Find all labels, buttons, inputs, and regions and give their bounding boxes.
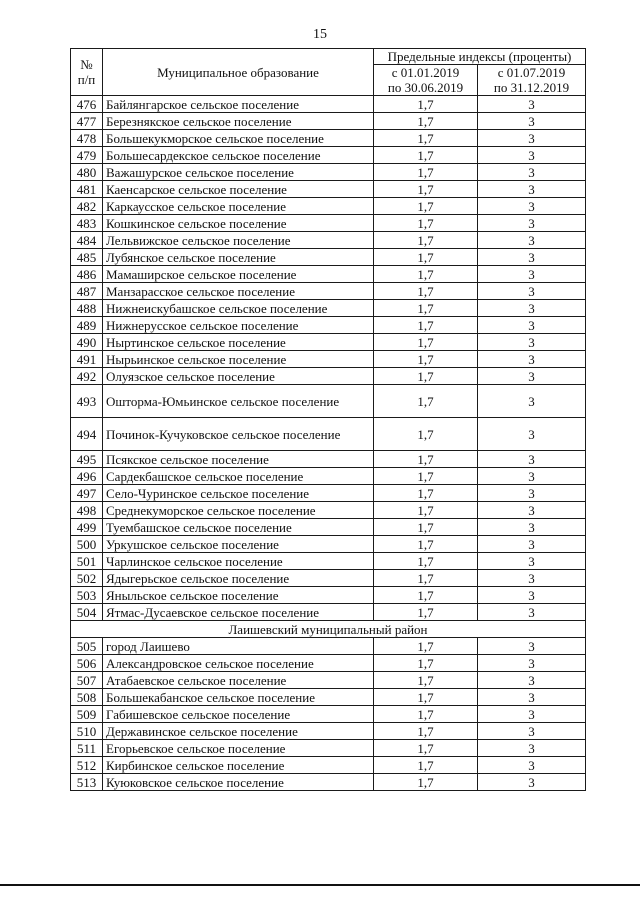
table-row [71, 385, 586, 418]
row-number: 508 [71, 689, 103, 706]
row-number: 486 [71, 266, 103, 283]
row-number: 511 [71, 740, 103, 757]
row-number: 477 [71, 113, 103, 130]
municipality-name: Олуязское сельское поселение [103, 368, 374, 385]
index-period-1: 1,7 [374, 689, 478, 706]
row-number: 507 [71, 672, 103, 689]
section-row [71, 621, 586, 638]
index-period-1: 1,7 [374, 368, 478, 385]
index-period-2: 3 [478, 536, 586, 553]
index-period-1: 1,7 [374, 536, 478, 553]
index-period-2: 3 [478, 418, 586, 451]
municipality-name: Село-Чуринское сельское поселение [103, 485, 374, 502]
index-period-1: 1,7 [374, 587, 478, 604]
municipality-name: Большесардекское сельское поселение [103, 147, 374, 164]
table-row [71, 266, 586, 283]
municipality-name: Кошкинское сельское поселение [103, 215, 374, 232]
index-period-1: 1,7 [374, 570, 478, 587]
municipality-name: Туембашское сельское поселение [103, 519, 374, 536]
table-row [71, 536, 586, 553]
table-row [71, 519, 586, 536]
index-period-1: 1,7 [374, 672, 478, 689]
municipality-name: Сардекбашское сельское поселение [103, 468, 374, 485]
index-period-2: 3 [478, 164, 586, 181]
row-number: 491 [71, 351, 103, 368]
municipality-name: Лельвижское сельское поселение [103, 232, 374, 249]
index-period-2: 3 [478, 638, 586, 655]
header-period-1-start: с 01.01.2019 [391, 65, 460, 80]
row-number: 492 [71, 368, 103, 385]
table-row [71, 113, 586, 130]
index-period-2: 3 [478, 147, 586, 164]
row-number: 488 [71, 300, 103, 317]
index-period-2: 3 [478, 385, 586, 418]
index-period-1: 1,7 [374, 215, 478, 232]
page-number: 15 [313, 27, 327, 42]
index-period-1: 1,7 [374, 706, 478, 723]
table-row [71, 485, 586, 502]
index-period-1: 1,7 [374, 334, 478, 351]
index-period-2: 3 [478, 368, 586, 385]
municipality-name: Габишевское сельское поселение [103, 706, 374, 723]
table-row [71, 368, 586, 385]
index-period-2: 3 [478, 351, 586, 368]
index-period-1: 1,7 [374, 164, 478, 181]
table-row [71, 317, 586, 334]
row-number: 498 [71, 502, 103, 519]
index-period-2: 3 [478, 113, 586, 130]
row-number: 504 [71, 604, 103, 621]
index-period-1: 1,7 [374, 485, 478, 502]
table-row [71, 130, 586, 147]
table-row [71, 740, 586, 757]
municipality-name: Лубянское сельское поселение [103, 249, 374, 266]
row-number: 501 [71, 553, 103, 570]
table-header [71, 49, 586, 96]
row-number: 510 [71, 723, 103, 740]
municipality-name: Ныртинское сельское поселение [103, 334, 374, 351]
row-number: 505 [71, 638, 103, 655]
table-row [71, 96, 586, 113]
index-period-1: 1,7 [374, 266, 478, 283]
row-number: 485 [71, 249, 103, 266]
table-row [71, 587, 586, 604]
municipality-name: Каркаусское сельское поселение [103, 198, 374, 215]
row-number: 483 [71, 215, 103, 232]
municipality-name: Кирбинское сельское поселение [103, 757, 374, 774]
index-period-2: 3 [478, 604, 586, 621]
row-number: 495 [71, 451, 103, 468]
header-period-2-end: по 31.12.2019 [493, 80, 570, 95]
row-number: 500 [71, 536, 103, 553]
header-period-2-start: с 01.07.2019 [497, 65, 566, 80]
index-period-2: 3 [478, 655, 586, 672]
table-row [71, 638, 586, 655]
index-period-1: 1,7 [374, 638, 478, 655]
table-row [71, 147, 586, 164]
table-row [71, 689, 586, 706]
municipality-name: Атабаевское сельское поселение [103, 672, 374, 689]
table-row [71, 553, 586, 570]
row-number: 509 [71, 706, 103, 723]
index-period-1: 1,7 [374, 232, 478, 249]
table-row [71, 300, 586, 317]
index-period-2: 3 [478, 553, 586, 570]
municipality-name: Манзарасское сельское поселение [103, 283, 374, 300]
row-number: 513 [71, 774, 103, 791]
index-period-1: 1,7 [374, 723, 478, 740]
index-period-1: 1,7 [374, 181, 478, 198]
table-row [71, 232, 586, 249]
index-period-1: 1,7 [374, 351, 478, 368]
index-period-2: 3 [478, 334, 586, 351]
header-number [71, 49, 103, 96]
table-row [71, 774, 586, 791]
row-number: 512 [71, 757, 103, 774]
index-period-2: 3 [478, 232, 586, 249]
index-period-1: 1,7 [374, 198, 478, 215]
index-period-2: 3 [478, 468, 586, 485]
index-period-2: 3 [478, 198, 586, 215]
index-period-1: 1,7 [374, 96, 478, 113]
index-period-1: 1,7 [374, 774, 478, 791]
table-row [71, 672, 586, 689]
row-number: 480 [71, 164, 103, 181]
row-number: 496 [71, 468, 103, 485]
municipality-name: Александровское сельское поселение [103, 655, 374, 672]
index-period-1: 1,7 [374, 451, 478, 468]
table-row [71, 334, 586, 351]
municipality-name: Нырьинское сельское поселение [103, 351, 374, 368]
municipality-name: Каенсарское сельское поселение [103, 181, 374, 198]
row-number: 481 [71, 181, 103, 198]
municipality-name: Мамаширское сельское поселение [103, 266, 374, 283]
table-row [71, 655, 586, 672]
bottom-rule [0, 884, 640, 886]
index-period-2: 3 [478, 485, 586, 502]
index-period-1: 1,7 [374, 317, 478, 334]
municipality-name: Березнякское сельское поселение [103, 113, 374, 130]
row-number: 489 [71, 317, 103, 334]
indices-table [70, 48, 586, 791]
index-period-2: 3 [478, 740, 586, 757]
row-number: 479 [71, 147, 103, 164]
index-period-2: 3 [478, 502, 586, 519]
table-row [71, 706, 586, 723]
municipality-name: Большекукморское сельское поселение [103, 130, 374, 147]
index-period-2: 3 [478, 706, 586, 723]
municipality-name: Чарлинское сельское поселение [103, 553, 374, 570]
table-row [71, 215, 586, 232]
index-period-1: 1,7 [374, 740, 478, 757]
index-period-1: 1,7 [374, 147, 478, 164]
index-period-1: 1,7 [374, 553, 478, 570]
section-title: Лаишевский муниципальный район [71, 621, 586, 638]
index-period-1: 1,7 [374, 385, 478, 418]
row-number: 478 [71, 130, 103, 147]
table-row [71, 604, 586, 621]
row-number: 499 [71, 519, 103, 536]
row-number: 482 [71, 198, 103, 215]
municipality-name: Среднекуморское сельское поселение [103, 502, 374, 519]
municipality-name: Большекабанское сельское поселение [103, 689, 374, 706]
index-period-1: 1,7 [374, 519, 478, 536]
municipality-name: Ядыгерьское сельское поселение [103, 570, 374, 587]
header-period-1 [374, 65, 478, 96]
row-number: 506 [71, 655, 103, 672]
index-period-1: 1,7 [374, 468, 478, 485]
row-number: 494 [71, 418, 103, 451]
row-number: 484 [71, 232, 103, 249]
table-row [71, 351, 586, 368]
index-period-1: 1,7 [374, 113, 478, 130]
index-period-2: 3 [478, 266, 586, 283]
row-number: 476 [71, 96, 103, 113]
index-period-1: 1,7 [374, 604, 478, 621]
index-period-1: 1,7 [374, 418, 478, 451]
municipality-name: Державинское сельское поселение [103, 723, 374, 740]
index-period-2: 3 [478, 130, 586, 147]
index-period-2: 3 [478, 723, 586, 740]
index-period-1: 1,7 [374, 502, 478, 519]
table-row [71, 283, 586, 300]
header-period-1-end: по 30.06.2019 [387, 80, 464, 95]
index-period-2: 3 [478, 249, 586, 266]
index-period-2: 3 [478, 215, 586, 232]
index-period-2: 3 [478, 181, 586, 198]
header-period-2 [478, 65, 586, 96]
row-number: 503 [71, 587, 103, 604]
municipality-name: Псякское сельское поселение [103, 451, 374, 468]
index-period-1: 1,7 [374, 655, 478, 672]
row-number: 502 [71, 570, 103, 587]
municipality-name: Нижнеискубашское сельское поселение [103, 300, 374, 317]
municipality-name: Починок-Кучуковское сельское поселение [103, 418, 374, 451]
index-period-2: 3 [478, 300, 586, 317]
index-period-2: 3 [478, 519, 586, 536]
index-period-2: 3 [478, 587, 586, 604]
index-period-2: 3 [478, 774, 586, 791]
index-period-1: 1,7 [374, 300, 478, 317]
index-period-2: 3 [478, 689, 586, 706]
table-row [71, 451, 586, 468]
index-period-2: 3 [478, 283, 586, 300]
municipality-name: Ятмас-Дусаевское сельское поселение [103, 604, 374, 621]
index-period-2: 3 [478, 96, 586, 113]
table-row [71, 164, 586, 181]
table-row [71, 502, 586, 519]
table-row [71, 418, 586, 451]
table-row [71, 570, 586, 587]
row-number: 490 [71, 334, 103, 351]
table-row [71, 723, 586, 740]
municipality-name: Байлянгарское сельское поселение [103, 96, 374, 113]
header-municipality: Муниципальное образование [103, 49, 374, 96]
header-number-abbr: п/п [77, 72, 96, 87]
table-row [71, 249, 586, 266]
table-row [71, 198, 586, 215]
header-indices: Предельные индексы (проценты) [374, 49, 586, 65]
index-period-2: 3 [478, 757, 586, 774]
municipality-name: Важашурское сельское поселение [103, 164, 374, 181]
index-period-2: 3 [478, 672, 586, 689]
table-row [71, 468, 586, 485]
index-period-1: 1,7 [374, 249, 478, 266]
index-period-2: 3 [478, 451, 586, 468]
municipality-name: Куюковское сельское поселение [103, 774, 374, 791]
municipality-name: город Лаишево [103, 638, 374, 655]
index-period-2: 3 [478, 317, 586, 334]
municipality-name: Егорьевское сельское поселение [103, 740, 374, 757]
table-body [71, 96, 586, 791]
municipality-name: Нижнерусское сельское поселение [103, 317, 374, 334]
index-period-1: 1,7 [374, 130, 478, 147]
header-number-symbol: № [80, 57, 93, 72]
municipality-name: Уркушское сельское поселение [103, 536, 374, 553]
index-period-2: 3 [478, 570, 586, 587]
municipality-name: Яныльское сельское поселение [103, 587, 374, 604]
index-period-1: 1,7 [374, 283, 478, 300]
municipality-name: Ошторма-Юмьинское сельское поселение [103, 385, 374, 418]
row-number: 487 [71, 283, 103, 300]
row-number: 497 [71, 485, 103, 502]
table-row [71, 757, 586, 774]
index-period-1: 1,7 [374, 757, 478, 774]
row-number: 493 [71, 385, 103, 418]
table-row [71, 181, 586, 198]
